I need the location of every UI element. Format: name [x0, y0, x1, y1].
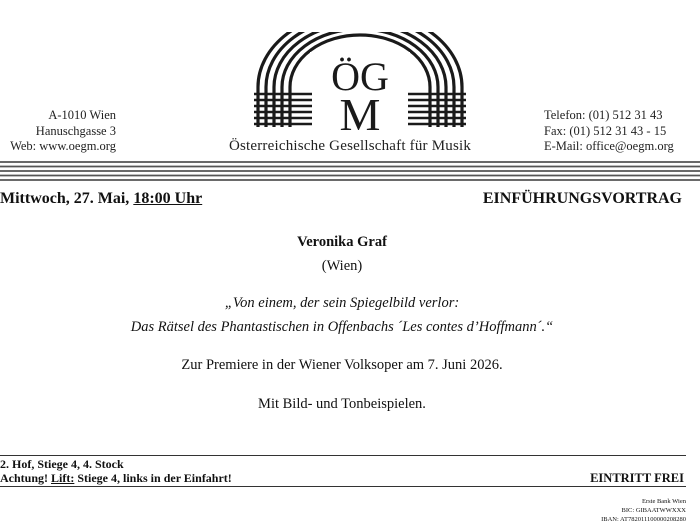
speaker-city: (Wien)	[321, 258, 363, 274]
speaker-name: Veronika Graf	[297, 234, 387, 250]
contact-fax: Fax: (01) 512 31 43 - 15	[544, 123, 667, 138]
bank-details	[601, 497, 686, 524]
contact-phone: Telefon: (01) 512 31 43	[544, 108, 663, 122]
footer-top-rule	[0, 455, 686, 456]
footer-lift-detail: Stiege 4, links in der Einfahrt!	[74, 471, 232, 485]
contact-email: E-Mail: office@oegm.org	[544, 139, 674, 153]
event-type: EINFÜHRUNGSVORTRAG	[482, 190, 682, 207]
header-stripes	[0, 160, 700, 182]
lecture-title-line2: Das Rätsel des Phantastischen in Offenbachs ´Les contes d’Hoffmann´.“	[130, 319, 554, 335]
event-date-time	[0, 190, 202, 208]
lecture-title-line1: „Von einem, der sein Spiegelbild verlor:	[224, 295, 460, 311]
premiere-note: Zur Premiere in der Wiener Volksoper am 7. Juni 2026.	[181, 357, 503, 373]
society-name: Österreichische Gesellschaft für Musik	[228, 138, 472, 154]
footer-location: 2. Hof, Stiege 4, 4. Stock	[0, 457, 124, 471]
footer-lift-note	[0, 471, 232, 486]
event-time: 18:00 Uhr	[133, 190, 203, 207]
address-web: Web: www.oegm.org	[10, 139, 116, 153]
bank-iban: IBAN: AT782011100000208280	[601, 516, 686, 523]
media-note: Mit Bild- und Tonbeispielen.	[258, 396, 426, 412]
bank-name: Erste Bank Wien	[641, 498, 686, 505]
logo-letters-og: ÖG	[331, 54, 389, 99]
address-city: A-1010 Wien	[48, 108, 116, 122]
admission-free: EINTRITT FREI	[590, 471, 684, 485]
footer-bottom-rule	[0, 486, 686, 487]
footer-attention: Achtung!	[0, 471, 52, 485]
logo-letter-m: M	[339, 89, 381, 134]
footer-lift: Lift:	[51, 471, 75, 485]
event-date: Mittwoch, 27. Mai,	[0, 190, 134, 207]
bank-bic: BIC: GIBAATWWXXX	[621, 507, 686, 514]
address-street: Hanuschgasse 3	[35, 123, 116, 138]
oegm-logo	[250, 32, 470, 134]
